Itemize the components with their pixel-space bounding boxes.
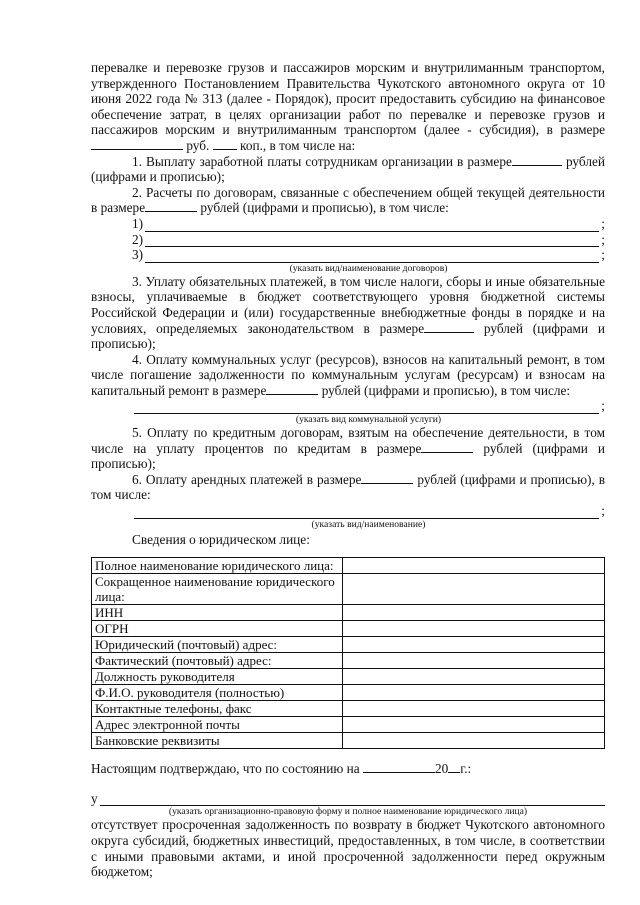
item-5-unit: рублей (цифрами и прописью); [91, 440, 605, 472]
item-1-note: (цифрами и прописью); [91, 169, 225, 185]
document-page [91, 60, 605, 880]
item-3-amount-blank[interactable] [424, 321, 474, 333]
item-1-amount-blank[interactable] [512, 154, 562, 166]
table-row-value[interactable] [343, 733, 605, 749]
contract-number-2: 2) [132, 231, 144, 247]
kop-label: коп., в том числе на: [240, 137, 356, 153]
table-row [92, 605, 605, 621]
table-row [92, 701, 605, 717]
item-5 [91, 425, 605, 472]
intro-text: перевалке и перевозке грузов и пассажиров морским и внутрилиманным транспортом, утвержденного Постановлением Правительства Чукотского автономного округа от 10 июня 2022 года № 313 (далее - Порядок), просит предоставить субсидию на финансовое обеспечение затрат, в целях организации работ по перевалке и перевозке грузов и пассажиров морским и внутрилиманным транспортом (далее - субсидия), в [91, 60, 605, 138]
contracts-list [132, 216, 605, 274]
holder-prefix: у [91, 790, 98, 806]
rub-label: руб. [186, 137, 210, 153]
table-row [92, 685, 605, 701]
semicolon: ; [601, 215, 605, 231]
item-6-unit: рублей (цифрами и прописью), в том числе: [91, 471, 605, 503]
item-3-unit: рублей (цифрами и прописью); [91, 320, 605, 352]
item-2 [91, 185, 605, 216]
contract-line-1 [132, 216, 605, 232]
holder-blank[interactable] [100, 793, 605, 806]
table-row [92, 574, 605, 605]
confirm-year-suffix: г.: [460, 761, 472, 777]
confirm-year-prefix: 20 [434, 761, 449, 777]
table-row-label: ИНН [92, 605, 343, 621]
table-row [92, 717, 605, 733]
item-4 [91, 352, 605, 399]
semicolon: ; [601, 247, 605, 263]
item-1-text: 1. Выплату заработной платы сотрудникам организации в размере [132, 153, 512, 169]
table-row-value[interactable] [343, 621, 605, 637]
utility-blank[interactable] [134, 401, 599, 414]
table-row [92, 669, 605, 685]
table-row-value[interactable] [343, 653, 605, 669]
table-row-label: Юридический (почтовый) адрес: [92, 637, 343, 653]
table-row-label: Должность руководителя [92, 669, 343, 685]
item-5-text: 5. Оплату по кредитным договорам, взятым на обеспечение деятельности, в том числе на уплату процентов по кредитам в размере [91, 425, 605, 456]
item-4-amount-blank[interactable] [266, 383, 318, 395]
table-row-label: Фактический (почтовый) адрес: [92, 653, 343, 669]
table-row [92, 733, 605, 749]
utility-line [132, 398, 605, 425]
rent-blank[interactable] [134, 506, 599, 519]
table-row [92, 637, 605, 653]
item-2-amount-blank[interactable] [145, 200, 197, 212]
rent-entry [132, 503, 605, 519]
item-1 [91, 154, 605, 185]
contract-number-1: 1) [132, 215, 144, 231]
item-4-unit: рублей (цифрами и прописью), в том числе: [321, 382, 571, 398]
item-6 [91, 472, 605, 503]
table-row-value[interactable] [343, 701, 605, 717]
semicolon: ; [601, 231, 605, 247]
table-row [92, 558, 605, 574]
kop-amount-blank[interactable] [213, 138, 237, 150]
item-2-text: 2. Расчеты по договорам, связанные с обеспечением общей текущей деятельности в [91, 184, 605, 216]
contracts-caption: (указать вид/наименование договоров) [289, 262, 448, 274]
intro-paragraph [91, 60, 605, 154]
contract-line-2 [132, 232, 605, 248]
item-4-text: 4. Оплату коммунальных услуг (ресурсов), взносов на капитальный ремонт, в том числе погашение задолженности по коммунальным услугам (ресурсам) и взносам на капитальный ремонт в размере [91, 351, 605, 398]
table-row [92, 621, 605, 637]
rent-caption: (указать вид/наименование) [311, 518, 426, 530]
item-2-size-label: размере [100, 200, 146, 216]
contract-3-blank[interactable] [145, 250, 599, 263]
closing-paragraph: отсутствует просроченная задолженность по возврату в бюджет Чукотского автономного округа субсидий, бюджетных инвестиций, предоставленных, в том числе, в соответствии с иными правовыми актами, и иной просроченной задолженности перед окружным бюджетом; [91, 817, 605, 880]
item-5-amount-blank[interactable] [421, 441, 473, 453]
table-row-value[interactable] [343, 669, 605, 685]
table-row-value[interactable] [343, 717, 605, 733]
confirm-date-blank[interactable] [363, 761, 435, 773]
contract-number-3: 3) [132, 247, 144, 263]
table-row-value[interactable] [343, 558, 605, 574]
table-row-label: Ф.И.О. руководителя (полностью) [92, 685, 343, 701]
table-row [92, 653, 605, 669]
utility-caption: (указать вид коммунальной услуги) [295, 414, 442, 426]
table-row-label: Контактные телефоны, факс [92, 701, 343, 717]
legal-entity-table [91, 557, 605, 749]
item-1-unit: рублей [565, 153, 605, 169]
holder-caption: (указать организационно-правовую форму и полное наименование юридического лица) [168, 806, 528, 818]
info-heading: Сведения о юридическом лице: [132, 531, 310, 547]
contract-line-3 [132, 247, 605, 263]
table-row-label: ОГРН [92, 621, 343, 637]
confirm-text: Настоящим подтверждаю, что по состоянию на [91, 761, 360, 777]
item-3 [91, 274, 605, 352]
confirm-year-blank[interactable] [448, 761, 460, 773]
utility-entry [132, 398, 605, 414]
semicolon: ; [601, 398, 605, 414]
holder-entry [91, 791, 605, 807]
table-row-value[interactable] [343, 637, 605, 653]
item-2-unit: рублей (цифрами и прописью), в том числе: [200, 200, 449, 216]
contract-2-blank[interactable] [145, 234, 599, 247]
intro-size-label: размере [560, 122, 606, 138]
contract-1-blank[interactable] [145, 219, 599, 232]
table-row-value[interactable] [343, 685, 605, 701]
item-6-amount-blank[interactable] [361, 472, 413, 484]
item-6-text: 6. Оплату арендных платежей в размере [132, 471, 362, 487]
table-row-label: Банковские реквизиты [92, 733, 343, 749]
table-row-label: Адрес электронной почты [92, 717, 343, 733]
item-3-text: 3. Уплату обязательных платежей, в том числе налоги, сборы и иные обязательные взносы, уплачиваемые в бюджет соответствующего уровня бюджетной системы Российской Федерации и (или) государственные внебюджетные фонды в порядке и на условиях, определяемых законодательством в размере [91, 273, 605, 336]
rub-amount-blank[interactable] [91, 138, 183, 150]
rent-line [132, 503, 605, 530]
table-row-label: Полное наименование юридического лица: [92, 558, 343, 574]
holder-block [91, 791, 605, 818]
table-row-value[interactable] [343, 574, 605, 605]
confirm-line [91, 761, 605, 777]
table-row-label: Сокращенное наименование юридического лица: [92, 574, 343, 605]
table-row-value[interactable] [343, 605, 605, 621]
semicolon: ; [601, 503, 605, 519]
